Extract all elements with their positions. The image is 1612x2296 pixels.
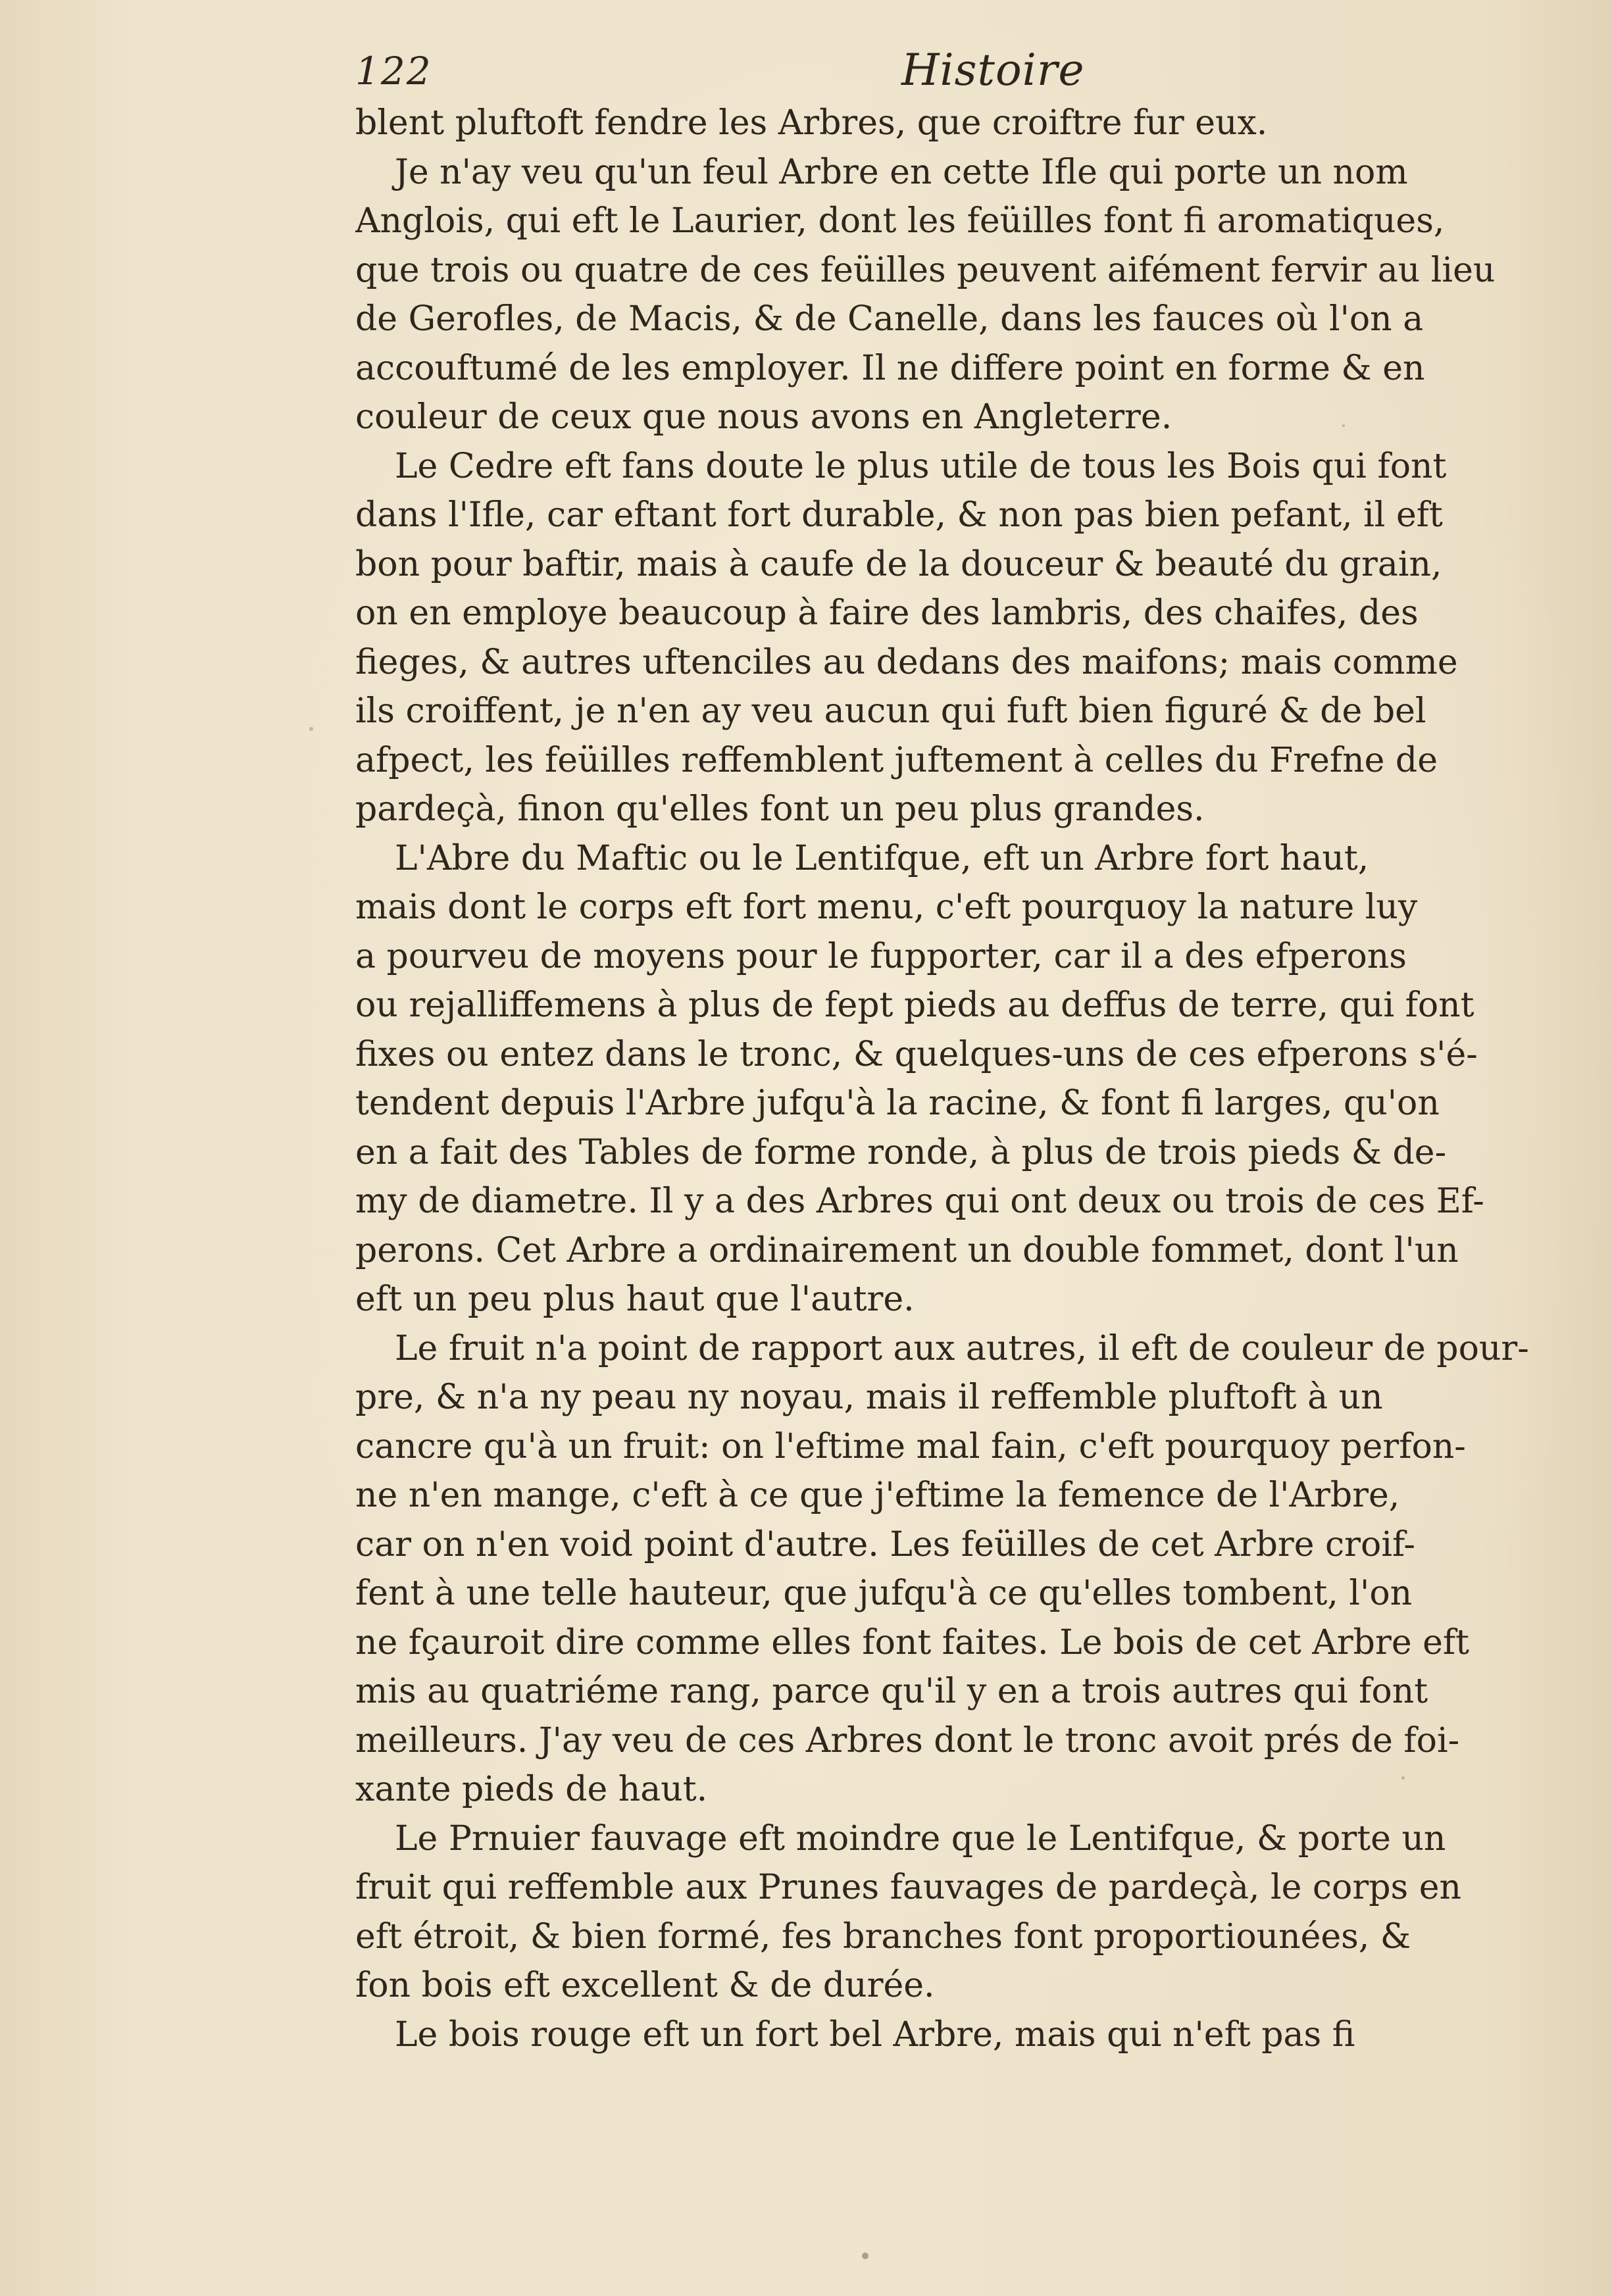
text-line: fent à une telle hauteur, que jufqu'à ce qu'elles tombent, l'on <box>355 1574 1413 1613</box>
text-line: mis au quatriéme rang, parce qu'il y en a trois autres qui font <box>355 1672 1428 1711</box>
text-line: Le bois rouge eft un fort bel Arbre, mais qui n'eft pas fi <box>395 2014 1355 2055</box>
text-line: perons. Cet Arbre a ordinairement un double fommet, dont l'un <box>355 1230 1459 1270</box>
text-line: eft étroit, & bien formé, fes branches font proportiounées, & <box>355 1916 1411 1957</box>
text-line: en a fait des Tables de forme ronde, à plus de trois pieds & de- <box>355 1132 1447 1172</box>
paper-speck <box>1401 1776 1405 1780</box>
text-line: mais dont le corps eft fort menu, c'eft pourquoy la nature luy <box>355 887 1418 927</box>
text-line: cancre qu'à un fruit: on l'eftime mal fain, c'eft pourquoy perfon- <box>355 1426 1466 1466</box>
text-line: couleur de ceux que nous avons en Angleterre. <box>355 397 1172 437</box>
text-line: pre, & n'a ny peau ny noyau, mais il reffemble pluftoft à un <box>355 1378 1383 1417</box>
text-line: Le fruit n'a point de rapport aux autres, il eft de couleur de pour- <box>395 1328 1529 1368</box>
text-line: ne n'en mange, c'eft à ce que j'eftime la femence de l'Arbre, <box>355 1476 1400 1515</box>
paper-speck <box>1342 424 1345 427</box>
text-line: bon pour baftir, mais à caufe de la douceur & beauté du grain, <box>355 544 1442 584</box>
text-line: accouftumé de les employer. Il ne differe point en forme & en <box>355 348 1425 388</box>
text-line: xante pieds de haut. <box>355 1770 708 1809</box>
text-line: fruit qui reffemble aux Prunes fauvages de pardeçà, le corps en <box>355 1868 1461 1907</box>
sheet-mark <box>862 2253 869 2259</box>
paper-speck <box>309 727 313 731</box>
running-title: Histoire <box>901 45 1085 95</box>
text-line: ils croiffent, je n'en ay veu aucun qui fuft bien figuré & de bel <box>355 691 1426 731</box>
body-text <box>355 99 1540 2059</box>
text-line: afpect, les feüilles reffemblent juftement à celles du Frefne de <box>355 740 1438 780</box>
text-line: Le Prnuier fauvage eft moindre que le Lentifque, & porte un <box>395 1818 1446 1859</box>
text-line: ou rejalliffemens à plus de fept pieds au deffus de terre, qui font <box>355 986 1474 1025</box>
text-line: ne fçauroit dire comme elles font faites. Le bois de cet Arbre eft <box>355 1622 1470 1662</box>
text-line: que trois ou quatre de ces feüilles peuvent aifément fervir au lieu <box>355 250 1496 290</box>
text-line: de Gerofles, de Macis, & de Canelle, dans les fauces où l'on a <box>355 299 1424 339</box>
page-number: 122 <box>355 49 432 93</box>
text-line: car on n'en void point d'autre. Les feüilles de cet Arbre croif- <box>355 1524 1415 1564</box>
text-line: Le Cedre eft fans doute le plus utile de tous les Bois qui font <box>395 446 1447 486</box>
text-line: a pourveu de moyens pour le fupporter, car il a des efperons <box>355 936 1407 976</box>
text-line: on en employe beaucoup à faire des lambris, des chaifes, des <box>355 593 1419 633</box>
text-line: blent pluftoft fendre les Arbres, que croiftre fur eux. <box>355 103 1268 143</box>
text-line: fixes ou entez dans le tronc, & quelques-uns de ces efperons s'é- <box>355 1034 1478 1074</box>
text-line: my de diametre. Il y a des Arbres qui ont deux ou trois de ces Ef- <box>355 1182 1484 1221</box>
text-line: eft un peu plus haut que l'autre. <box>355 1280 915 1319</box>
text-line: tendent depuis l'Arbre jufqu'à la racine, & font fi larges, qu'on <box>355 1084 1440 1123</box>
text-line: fon bois eft excellent & de durée. <box>355 1966 935 2005</box>
text-line: pardeçà, finon qu'elles font un peu plus grandes. <box>355 789 1205 829</box>
text-line: fieges, & autres uftenciles au dedans des maifons; mais comme <box>355 642 1458 682</box>
text-line: Je n'ay veu qu'un feul Arbre en cette Ifle qui porte un nom <box>395 152 1408 192</box>
text-line: meilleurs. J'ay veu de ces Arbres dont le tronc avoit prés de foi- <box>355 1720 1460 1760</box>
text-line: L'Abre du Maftic ou le Lentifque, eft un Arbre fort haut, <box>395 838 1369 878</box>
text-line: dans l'Ifle, car eftant fort durable, & non pas bien pefant, il eft <box>355 495 1443 535</box>
text-line: Anglois, qui eft le Laurier, dont les feüilles font fi aromatiques, <box>355 201 1445 241</box>
